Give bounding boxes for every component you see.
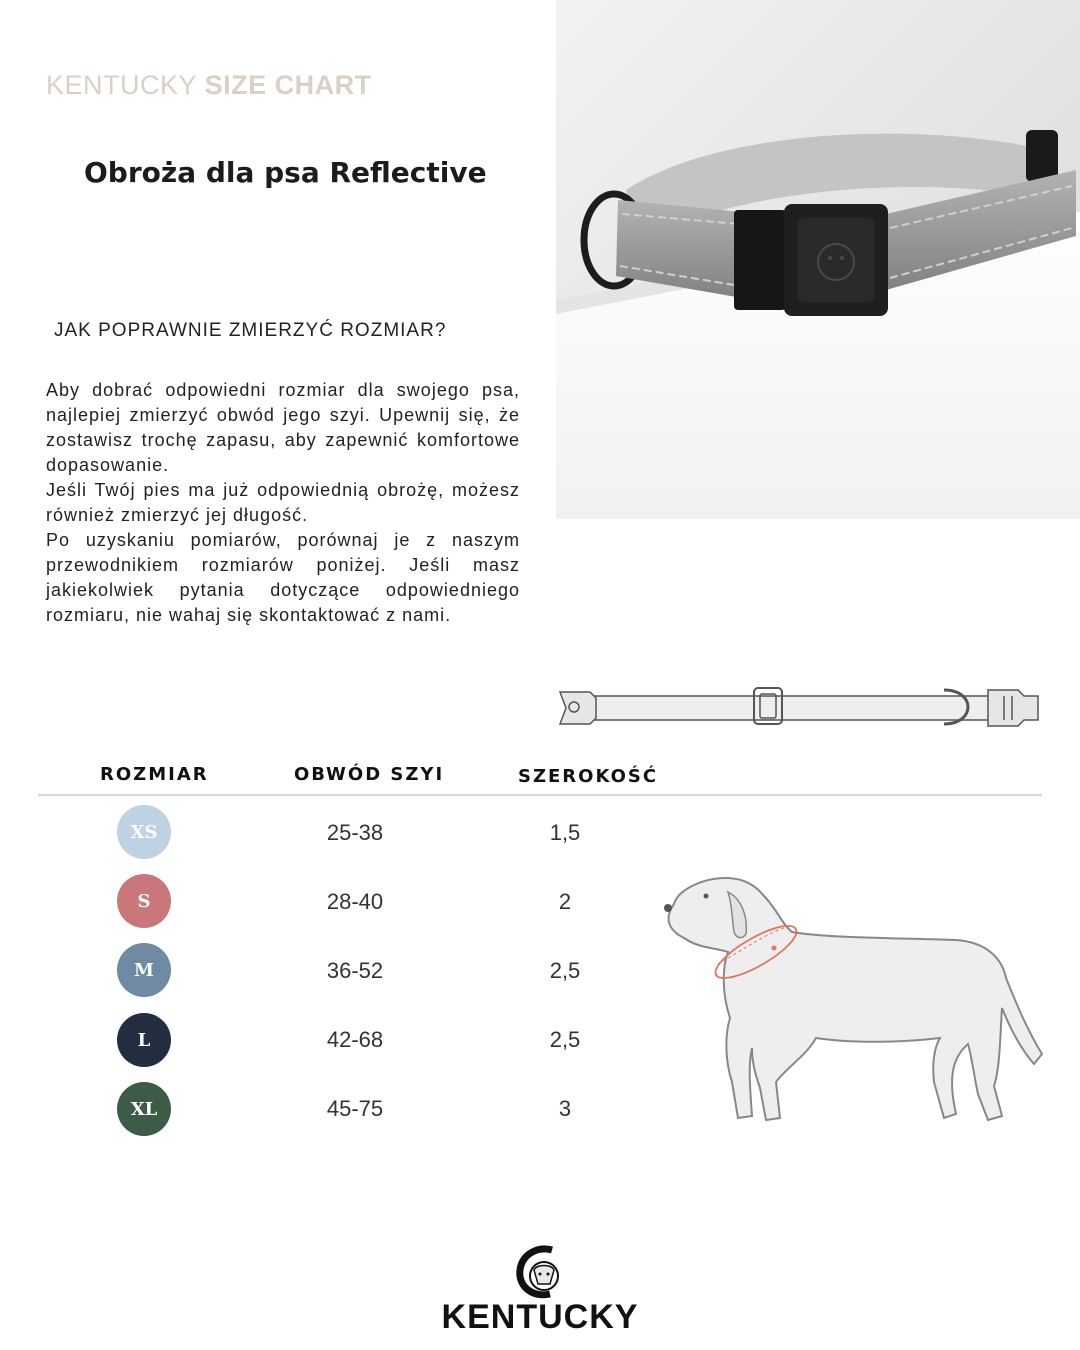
- chart-title: SIZE CHART: [204, 70, 372, 100]
- size-badge-xs: XS: [117, 805, 171, 859]
- logo-wordmark: KENTUCKY: [441, 1298, 639, 1336]
- width-cell: 2: [558, 889, 572, 914]
- neck-cell: 42-68: [326, 1027, 384, 1052]
- product-photo: [556, 0, 1080, 519]
- neck-cell: 45-75: [326, 1096, 384, 1121]
- collar-diagram: [556, 684, 1046, 728]
- table-divider: [38, 794, 1042, 796]
- instructions: [46, 378, 520, 628]
- column-header-width: SZEROKOŚĆ: [518, 766, 659, 787]
- instruction-paragraph: Po uzyskaniu pomiarów, porównaj je z naszym przewodnikiem rozmiarów poniżej. Jeśli masz jakiekolwiek pytania dotyczące odpowiedniego rozmiaru, nie wahaj się skontaktować z nami.: [46, 530, 520, 625]
- measure-heading: JAK POPRAWNIE ZMIERZYĆ ROZMIAR?: [54, 320, 447, 341]
- instruction-paragraph: Aby dobrać odpowiedni rozmiar dla swojego psa, najlepiej zmierzyć obwód jego szyi. Upewnij się, że zostawisz trochę zapasu, aby zapewnić komfortowe dopasowanie.: [46, 380, 520, 475]
- product-title: Obroża dla psa Reflective: [84, 156, 487, 189]
- instruction-paragraph: Jeśli Twój pies ma już odpowiednią obrożę, możesz również zmierzyć jej długość.: [46, 480, 520, 525]
- neck-cell: 28-40: [326, 889, 384, 914]
- dog-outline: [656, 868, 1048, 1130]
- brand-name: KENTUCKY: [46, 70, 197, 100]
- size-badge-xl: XL: [117, 1082, 171, 1136]
- column-header-neck: OBWÓD SZYI: [294, 764, 445, 785]
- neck-cell: 36-52: [326, 958, 384, 983]
- brand-header: [46, 70, 372, 101]
- neck-cell: 25-38: [326, 820, 384, 845]
- width-cell: 2,5: [549, 1027, 581, 1052]
- size-badge-l: L: [117, 1013, 171, 1067]
- column-header-size: ROZMIAR: [100, 764, 209, 785]
- width-cell: 2,5: [549, 958, 581, 983]
- width-cell: 3: [558, 1096, 572, 1121]
- dog-c-logo: [440, 1240, 640, 1302]
- size-badge-m: M: [117, 943, 171, 997]
- width-cell: 1,5: [549, 820, 581, 845]
- size-badge-s: S: [117, 874, 171, 928]
- kentucky-logo: [440, 1240, 640, 1340]
